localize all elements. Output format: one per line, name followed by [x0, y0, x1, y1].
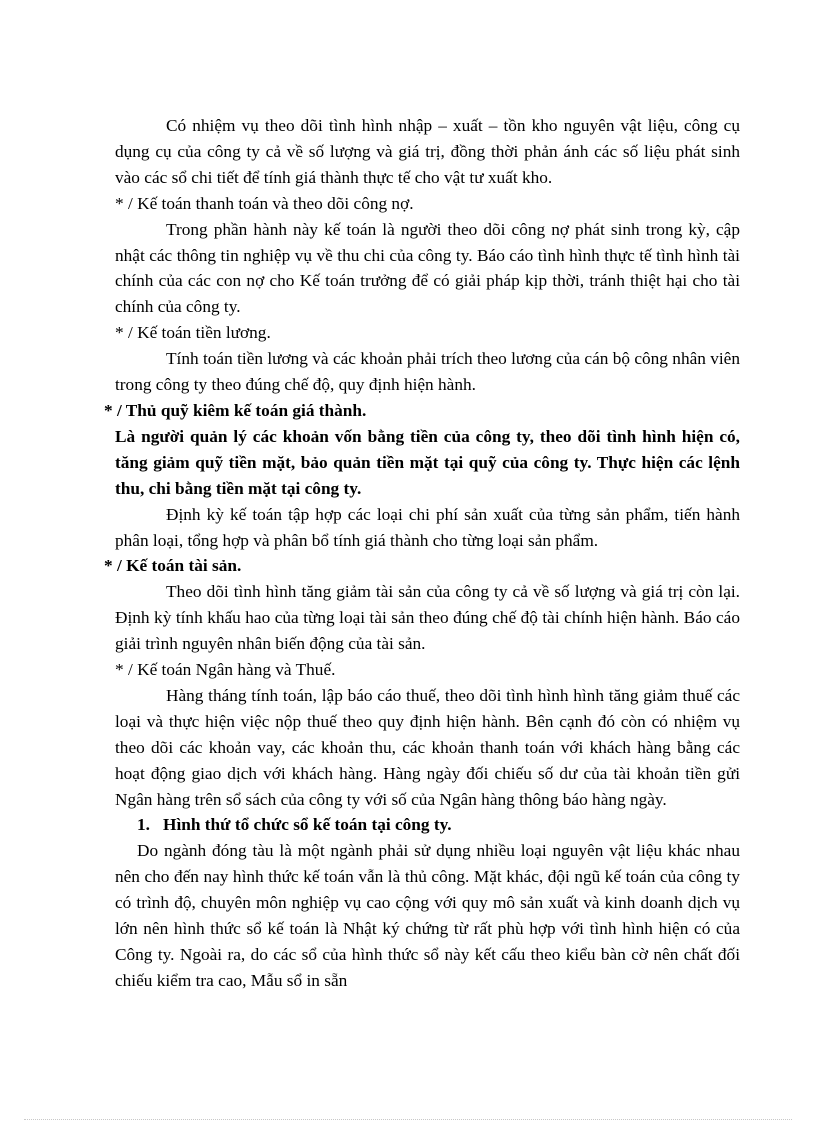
heading-payment-accounting: * / Kế toán thanh toán và theo dõi công nợ. [115, 193, 414, 213]
paragraph-payment-duties: Trong phần hành này kế toán là người theo dõi công nợ phát sinh trong kỳ, cập nhật các thông tin nghiệp vụ về thu chi của công ty. Báo cáo tình hình thực tế tình hình tài chính của các con nợ cho Kế toán trưởng để có giải pháp kịp thời, tránh thiệt hại cho tài chính của công ty. [115, 219, 740, 317]
paragraph-costing-duties: Định kỳ kế toán tập hợp các loại chi phí sản xuất của từng sản phẩm, tiến hành phân loại, tổng hợp và phân bổ tính giá thành cho từng loại sản phẩm. [115, 504, 740, 550]
paragraph-inventory-duties: Có nhiệm vụ theo dõi tình hình nhập – xuất – tồn kho nguyên vật liệu, công cụ dụng cụ của công ty cả về số lượng và giá trị, đồng thời phản ánh các số liệu phát sinh vào các sổ chi tiết để tính giá thành thực tế cho vật tư xuất kho. [115, 116, 740, 187]
section-number: 1. [137, 815, 150, 835]
heading-treasurer: * / Thủ quỹ kiêm kế toán giá thành. [104, 400, 367, 420]
page-body [104, 113, 740, 994]
page-bottom-divider [24, 1119, 792, 1120]
section-heading [115, 812, 740, 838]
heading-bank-tax-accounting: * / Kế toán Ngân hàng và Thuế. [115, 660, 336, 680]
paragraph-bank-tax-duties: Hàng tháng tính toán, lập báo cáo thuế, theo dõi tình hình hình tăng giảm thuế các loại và thực hiện việc nộp thuế theo quy định hiện hành. Bên cạnh đó còn có nhiệm vụ theo dõi các khoản vay, các khoản thu, các khoản thanh toán với khách hàng bằng các hoạt động giao dịch với khách hàng. Hàng ngày đối chiếu số dư của tài khoản tiền gửi Ngân hàng trên sổ sách của công ty với số của Ngân hàng thông báo hàng ngày. [115, 685, 740, 809]
heading-payroll-accounting: * / Kế toán tiền lương. [115, 323, 271, 343]
paragraph-treasurer-duties: Là người quản lý các khoản vốn bằng tiền của công ty, theo dõi tình hình hiện có, tăng giảm quỹ tiền mặt, bảo quản tiền mặt tại quỹ của công ty. Thực hiện các lệnh thu, chi bằng tiền mặt tại công ty. [115, 426, 740, 498]
paragraph-bookkeeping-form: Do ngành đóng tàu là một ngành phải sử dụng nhiều loại nguyên vật liệu khác nhau nên cho đến nay hình thức kế toán vẫn là thủ công. Mặt khác, đội ngũ kế toán của công ty có trình độ, chuyên môn nghiệp vụ cao cộng với quy mô sản xuất và kinh doanh dịch vụ lớn nên hình thức sổ kế toán là Nhật ký chứng từ rất phù hợp với tình hình hiện có của Công ty. Ngoài ra, do các sổ của hình thức sổ này kết cấu theo kiểu bàn cờ nên chất đối chiếu kiểm tra cao, Mẫu sổ in sẵn [115, 841, 740, 990]
section-title: Hình thứ tổ chức sổ kế toán tại công ty. [163, 815, 452, 835]
paragraph-payroll-duties: Tính toán tiền lương và các khoản phải trích theo lương của cán bộ công nhân viên trong công ty theo đúng chế độ, quy định hiện hành. [115, 349, 740, 395]
paragraph-asset-duties: Theo dõi tình hình tăng giảm tài sản của công ty cả về số lượng và giá trị còn lại. Định kỳ tính khấu hao của từng loại tài sản theo đúng chế độ tài chính hiện hành. Báo cáo giải trình nguyên nhân biến động của tài sản. [115, 582, 740, 654]
heading-asset-accounting: * / Kế toán tài sản. [104, 556, 242, 576]
